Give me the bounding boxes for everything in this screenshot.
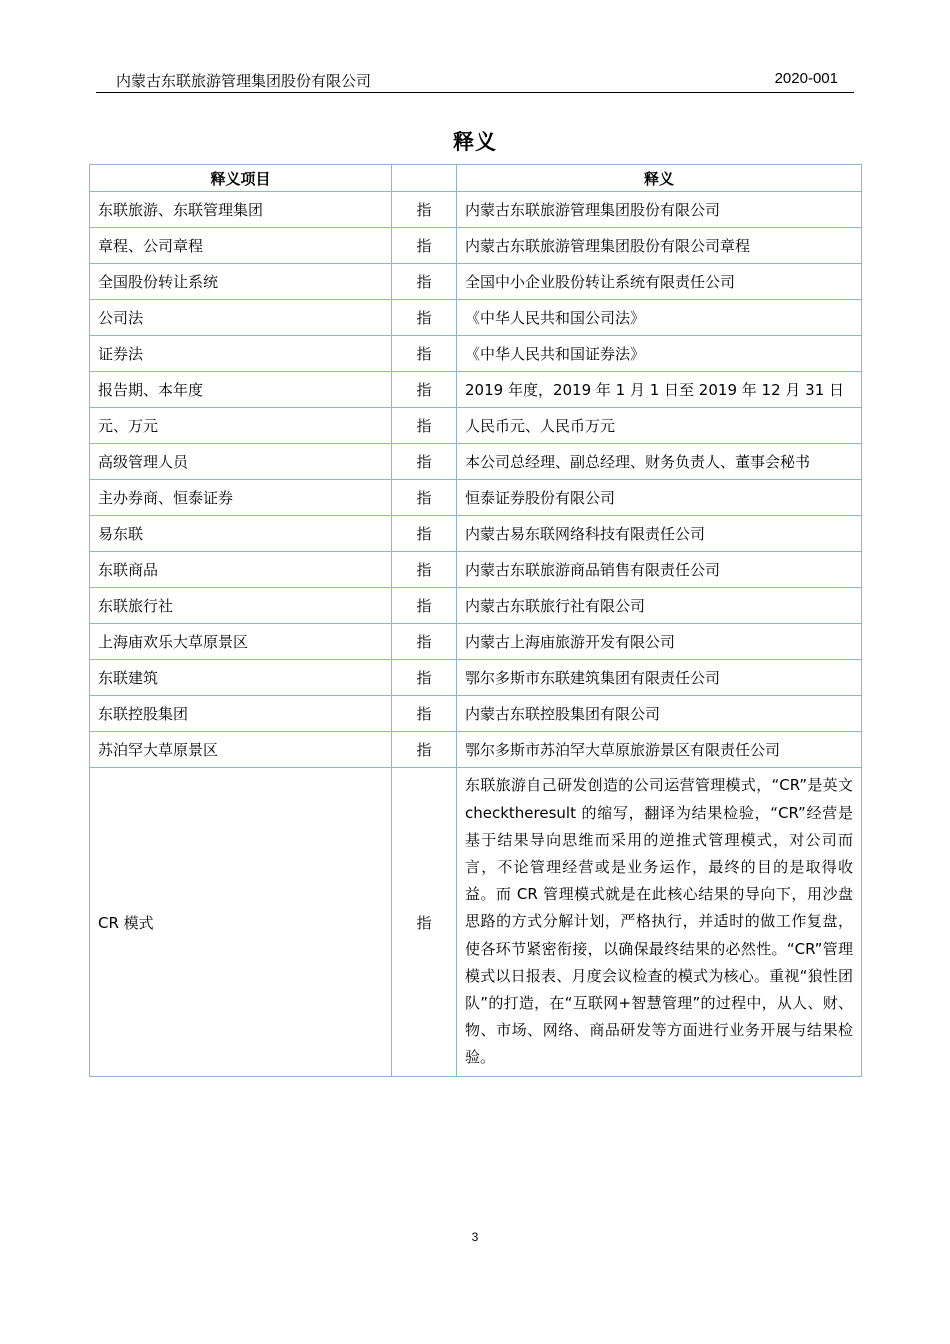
definition-cell: 内蒙古东联旅行社有限公司 bbox=[457, 588, 862, 624]
table-row bbox=[90, 192, 862, 228]
table-row bbox=[90, 300, 862, 336]
ref-cell: 指 bbox=[392, 372, 457, 408]
table-row bbox=[90, 372, 862, 408]
definition-cell: 内蒙古东联旅游管理集团股份有限公司 bbox=[457, 192, 862, 228]
term-cell: 东联旅游、东联管理集团 bbox=[90, 192, 392, 228]
table-row bbox=[90, 732, 862, 768]
table-row bbox=[90, 660, 862, 696]
header-company: 内蒙古东联旅游管理集团股份有限公司 bbox=[116, 72, 372, 90]
ref-cell: 指 bbox=[392, 768, 457, 1077]
term-cell: 东联商品 bbox=[90, 552, 392, 588]
term-cell: CR 模式 bbox=[90, 768, 392, 1077]
term-cell: 易东联 bbox=[90, 516, 392, 552]
ref-cell: 指 bbox=[392, 660, 457, 696]
table-row bbox=[90, 264, 862, 300]
ref-cell: 指 bbox=[392, 732, 457, 768]
ref-cell: 指 bbox=[392, 696, 457, 732]
table-row bbox=[90, 480, 862, 516]
ref-cell: 指 bbox=[392, 264, 457, 300]
definition-cell: 内蒙古东联旅游商品销售有限责任公司 bbox=[457, 552, 862, 588]
header-term: 释义项目 bbox=[90, 165, 392, 192]
term-cell: 东联旅行社 bbox=[90, 588, 392, 624]
ref-cell: 指 bbox=[392, 444, 457, 480]
term-cell: 报告期、本年度 bbox=[90, 372, 392, 408]
definitions-table bbox=[89, 164, 862, 1077]
table-row bbox=[90, 336, 862, 372]
term-cell: 主办券商、恒泰证券 bbox=[90, 480, 392, 516]
term-cell: 苏泊罕大草原景区 bbox=[90, 732, 392, 768]
term-cell: 东联控股集团 bbox=[90, 696, 392, 732]
definition-cell: 《中华人民共和国公司法》 bbox=[457, 300, 862, 336]
term-cell: 上海庙欢乐大草原景区 bbox=[90, 624, 392, 660]
definition-cell: 内蒙古东联旅游管理集团股份有限公司章程 bbox=[457, 228, 862, 264]
table-row bbox=[90, 444, 862, 480]
definition-cell: 鄂尔多斯市东联建筑集团有限责任公司 bbox=[457, 660, 862, 696]
definition-cell: 人民币元、人民币万元 bbox=[457, 408, 862, 444]
ref-cell: 指 bbox=[392, 480, 457, 516]
table-row bbox=[90, 408, 862, 444]
term-cell: 东联建筑 bbox=[90, 660, 392, 696]
term-cell: 章程、公司章程 bbox=[90, 228, 392, 264]
table-row bbox=[90, 228, 862, 264]
term-cell: 公司法 bbox=[90, 300, 392, 336]
ref-cell: 指 bbox=[392, 192, 457, 228]
table-row bbox=[90, 516, 862, 552]
section-title: 释义 bbox=[453, 130, 497, 154]
table-header-row bbox=[90, 165, 862, 192]
table-row bbox=[90, 588, 862, 624]
definition-cell-long: 东联旅游自己研发创造的公司运营管理模式，“CR”是英文 checktheresult 的缩写，翻译为结果检验，“CR”经营是基于结果导向思维而采用的逆推式管理模式，对公司而言，不论管理经营或是业务运作，最终的目的是取得收益。而 CR 管理模式就是在此核心结果的导向下，用沙盘思路的方式分解计划，严格执行，并适时的做工作复盘，使各环节紧密衔接，以确保最终结果的必然性。“CR”管理模式以日报表、月度会议检查的模式为核心。重视“狼性团队”的打造，在“互联网+智慧管理”的过程中，从人、财、物、市场、网络、商品研发等方面进行业务开展与结果检验。 bbox=[457, 768, 862, 1077]
definition-cell: 内蒙古东联控股集团有限公司 bbox=[457, 696, 862, 732]
header-definition: 释义 bbox=[457, 165, 862, 192]
header-ref bbox=[392, 165, 457, 192]
definition-cell: 内蒙古上海庙旅游开发有限公司 bbox=[457, 624, 862, 660]
definition-cell: 本公司总经理、副总经理、财务负责人、董事会秘书 bbox=[457, 444, 862, 480]
ref-cell: 指 bbox=[392, 228, 457, 264]
page-number: 3 bbox=[471, 1230, 479, 1244]
ref-cell: 指 bbox=[392, 300, 457, 336]
definition-cell: 恒泰证券股份有限公司 bbox=[457, 480, 862, 516]
ref-cell: 指 bbox=[392, 552, 457, 588]
term-cell: 元、万元 bbox=[90, 408, 392, 444]
table-row bbox=[90, 696, 862, 732]
definition-cell: 《中华人民共和国证券法》 bbox=[457, 336, 862, 372]
definition-cell: 2019 年度，2019 年 1 月 1 日至 2019 年 12 月 31 日 bbox=[457, 372, 862, 408]
table-row bbox=[90, 552, 862, 588]
definition-cell: 内蒙古易东联网络科技有限责任公司 bbox=[457, 516, 862, 552]
term-cell: 高级管理人员 bbox=[90, 444, 392, 480]
header-doc-code: 2020-001 bbox=[774, 70, 838, 87]
page-header bbox=[96, 68, 854, 93]
ref-cell: 指 bbox=[392, 336, 457, 372]
definition-cell: 全国中小企业股份转让系统有限责任公司 bbox=[457, 264, 862, 300]
ref-cell: 指 bbox=[392, 516, 457, 552]
table-row-cr-mode bbox=[90, 768, 862, 1077]
ref-cell: 指 bbox=[392, 624, 457, 660]
term-cell: 证券法 bbox=[90, 336, 392, 372]
term-cell: 全国股份转让系统 bbox=[90, 264, 392, 300]
ref-cell: 指 bbox=[392, 588, 457, 624]
definition-cell: 鄂尔多斯市苏泊罕大草原旅游景区有限责任公司 bbox=[457, 732, 862, 768]
table-row bbox=[90, 624, 862, 660]
ref-cell: 指 bbox=[392, 408, 457, 444]
